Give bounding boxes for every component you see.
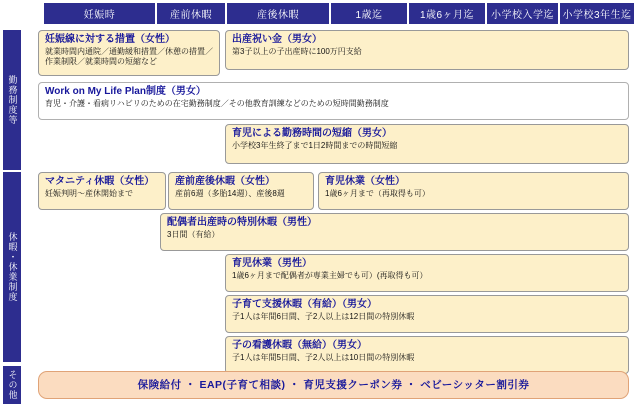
box-childcare-leave-male	[225, 254, 629, 292]
timeline-segment-label: 小学校入学迄	[491, 10, 554, 21]
box-childcare-leave-female	[318, 172, 629, 210]
timeline-segment-label: 妊娠時	[83, 10, 116, 21]
timeline-segment-label: 産前休暇	[170, 10, 212, 21]
timeline-segment-label: 小学校3年生迄	[562, 10, 632, 21]
box-pre-post-natal-leave-description: 産前6週（多胎14週）、産後8週	[175, 189, 285, 198]
box-birth-celebration-allowance-title: 出産祝い金（男女）	[232, 34, 322, 45]
box-pre-post-natal-leave	[168, 172, 314, 210]
box-pre-post-natal-leave-title: 産前産後休暇（女性）	[175, 176, 275, 187]
box-childcare-support-paid-leave-title: 子育て支援休暇（有給）（男女）	[232, 299, 377, 310]
box-other-benefits-banner-title: 保険給付 ・ EAP(子育て相談) ・ 育児支援クーポン券 ・ ベビーシッター割引券	[137, 379, 530, 391]
timeline-segment-label: 1歳6ヶ月迄	[419, 10, 475, 21]
timeline-segment-4	[331, 3, 409, 24]
box-other-benefits-banner	[38, 371, 629, 399]
box-birth-celebration-allowance-description: 第3子以上の子出産時に100万円支給	[232, 47, 362, 56]
box-pregnancy-measures	[38, 30, 220, 76]
box-childcare-support-paid-leave	[225, 295, 629, 333]
box-work-on-my-life-plan-title: Work on My Life Plan制度（男女）	[45, 86, 206, 97]
box-childcare-support-paid-leave-description: 子1人は年間6日間、子2人以上は12日間の特別休暇	[232, 312, 415, 321]
timeline-segment-2	[157, 3, 227, 24]
box-spouse-birth-special-leave-description: 3日間（有給）	[167, 230, 220, 239]
box-child-nursing-unpaid-leave-description: 子1人は年間5日間、子2人以上は10日間の特別休暇	[232, 353, 415, 362]
category-spine-2	[3, 172, 21, 362]
timeline-segment-5	[409, 3, 487, 24]
box-maternity-leave-description: 妊娠判明～産休開始まで	[45, 189, 133, 198]
box-birth-celebration-allowance	[225, 30, 629, 70]
timeline-segment-3	[227, 3, 331, 24]
category-spine-1	[3, 30, 21, 170]
box-childcare-work-hours-shorten-description: 小学校3年生終了まで1日2時間までの時間短縮	[232, 141, 398, 150]
box-spouse-birth-special-leave	[160, 213, 629, 251]
box-maternity-leave	[38, 172, 166, 210]
box-childcare-leave-male-description: 1歳6ヶ月まで配偶者が専業主婦でも可）(再取得も可）	[232, 271, 428, 280]
box-childcare-leave-female-title: 育児休業（女性）	[325, 176, 405, 187]
category-spine-label: 勤務制度等	[7, 75, 18, 125]
box-maternity-leave-title: マタニティ休暇（女性）	[45, 176, 155, 187]
category-spine-3	[3, 366, 21, 404]
category-spine-label: 休暇・休業制度	[7, 232, 18, 302]
box-work-on-my-life-plan-description: 育児・介護・看病リハビリのための在宅勤務制度／その他教育訓練などのための短時間勤務制度	[45, 99, 389, 108]
timeline-segment-6	[487, 3, 560, 24]
timeline-segment-7	[560, 3, 636, 24]
box-pregnancy-measures-description: 就業時間内通院／通勤緩和措置／休憩の措置／作業制限／就業時間の短縮など	[45, 47, 213, 66]
box-childcare-work-hours-shorten-title: 育児による勤務時間の短縮（男女）	[232, 128, 392, 139]
box-childcare-work-hours-shorten	[225, 124, 629, 164]
box-childcare-leave-male-title: 育児休業（男性）	[232, 258, 312, 269]
box-child-nursing-unpaid-leave-title: 子の看護休暇（無給）（男女）	[232, 340, 367, 351]
timeline-segment-label: 1歳迄	[355, 10, 383, 21]
timeline-segment-label: 産後休暇	[257, 10, 299, 21]
timeline-segment-1	[44, 3, 157, 24]
category-spine-label: その他	[7, 370, 18, 400]
box-childcare-leave-female-description: 1歳6ヶ月まで（再取得も可）	[325, 189, 430, 198]
box-work-on-my-life-plan	[38, 82, 629, 120]
box-child-nursing-unpaid-leave	[225, 336, 629, 374]
box-pregnancy-measures-title: 妊娠線に対する措置（女性）	[45, 34, 175, 45]
box-spouse-birth-special-leave-title: 配偶者出産時の特別休暇（男性）	[167, 217, 317, 228]
